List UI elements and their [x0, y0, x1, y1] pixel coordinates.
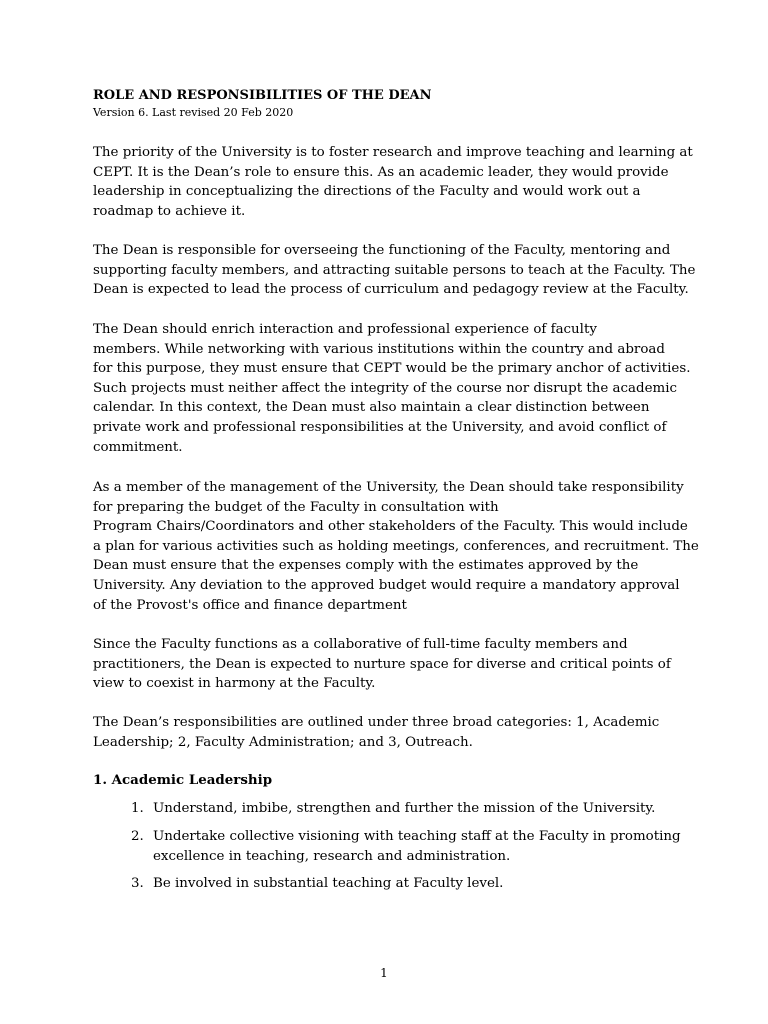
paragraph-line: practitioners, the Dean is expected to nurture space for diverse and critical points of — [93, 656, 671, 672]
paragraph-line: members. While networking with various institutions within the country and abroad — [93, 341, 665, 357]
list-text — [153, 827, 693, 866]
paragraph-line: University. Any deviation to the approved budget would require a mandatory approval — [93, 577, 680, 593]
paragraph-priority — [93, 143, 693, 221]
list-text — [153, 799, 693, 819]
paragraph-line: supporting faculty members, and attracting suitable persons to teach at the Faculty. The — [93, 262, 696, 278]
paragraph-line: CEPT. It is the Dean’s role to ensure this. As an academic leader, they would provide — [93, 164, 669, 180]
paragraph-line: roadmap to achieve it. — [93, 203, 246, 219]
paragraph-line: leadership in conceptualizing the directions of the Faculty and would work out a — [93, 184, 641, 200]
paragraph-line: As a member of the management of the University, the Dean should take responsibility — [93, 480, 684, 495]
paragraph-line: for this purpose, they must ensure that CEPT would be the primary anchor of activities. — [93, 361, 691, 377]
paragraph-line: The Dean should enrich interaction and professional experience of faculty — [93, 322, 597, 337]
paragraph-line: a plan for various activities such as holding meetings, conferences, and recruitment. The — [93, 538, 699, 554]
paragraph-line: Dean must ensure that the expenses comply with the estimates approved by the — [93, 558, 639, 574]
paragraph-line: for preparing the budget of the Faculty in consultation with — [93, 499, 499, 515]
paragraph-line: Dean is expected to lead the process of curriculum and pedagogy review at the Faculty. — [93, 282, 689, 298]
paragraph-oversight — [93, 241, 696, 300]
page-number: 1 — [380, 966, 388, 980]
list-number: 1. — [131, 801, 144, 816]
paragraph-categories — [93, 713, 693, 752]
section-heading-academic-leadership: 1. Academic Leadership — [93, 772, 273, 788]
list-line: Be involved in substantial teaching at Faculty level. — [153, 876, 504, 891]
paragraph-line: Since the Faculty functions as a collaborative of full-time faculty members and — [93, 637, 628, 652]
list-text — [153, 874, 693, 894]
paragraph-line: The Dean’s responsibilities are outlined under three broad categories: 1, Academic — [93, 715, 660, 730]
document-title: ROLE AND RESPONSIBILITIES OF THE DEAN — [93, 88, 432, 103]
list-line: Understand, imbibe, strengthen and further the mission of the University. — [153, 801, 656, 816]
version-note: Version 6. Last revised 20 Feb 2020 — [93, 106, 294, 119]
paragraph-line: private work and professional responsibilities at the University, and avoid conflict of — [93, 419, 667, 435]
list-number: 3. — [131, 876, 144, 891]
paragraph-line: Such projects must neither affect the integrity of the course nor disrupt the academic — [93, 380, 677, 396]
paragraph-interaction — [93, 320, 693, 457]
list-number: 2. — [131, 829, 144, 844]
list-line: Undertake collective visioning with teaching staff at the Faculty in promoting — [153, 829, 681, 844]
paragraph-line: Program Chairs/Coordinators and other stakeholders of the Faculty. This would include — [93, 519, 688, 535]
paragraph-collaborative — [93, 635, 693, 694]
list-line: excellence in teaching, research and administration. — [153, 848, 511, 864]
paragraph-line: The Dean is responsible for overseeing the functioning of the Faculty, mentoring and — [93, 243, 671, 258]
paragraph-budget — [93, 478, 699, 615]
paragraph-line: of the Provost's office and finance department — [93, 597, 407, 613]
paragraph-line: Leadership; 2, Faculty Administration; and 3, Outreach. — [93, 734, 473, 750]
paragraph-line: The priority of the University is to foster research and improve teaching and learning at — [93, 145, 693, 160]
paragraph-line: commitment. — [93, 439, 183, 455]
paragraph-line: view to coexist in harmony at the Faculty. — [93, 676, 376, 692]
paragraph-line: calendar. In this context, the Dean must also maintain a clear distinction between — [93, 400, 650, 416]
